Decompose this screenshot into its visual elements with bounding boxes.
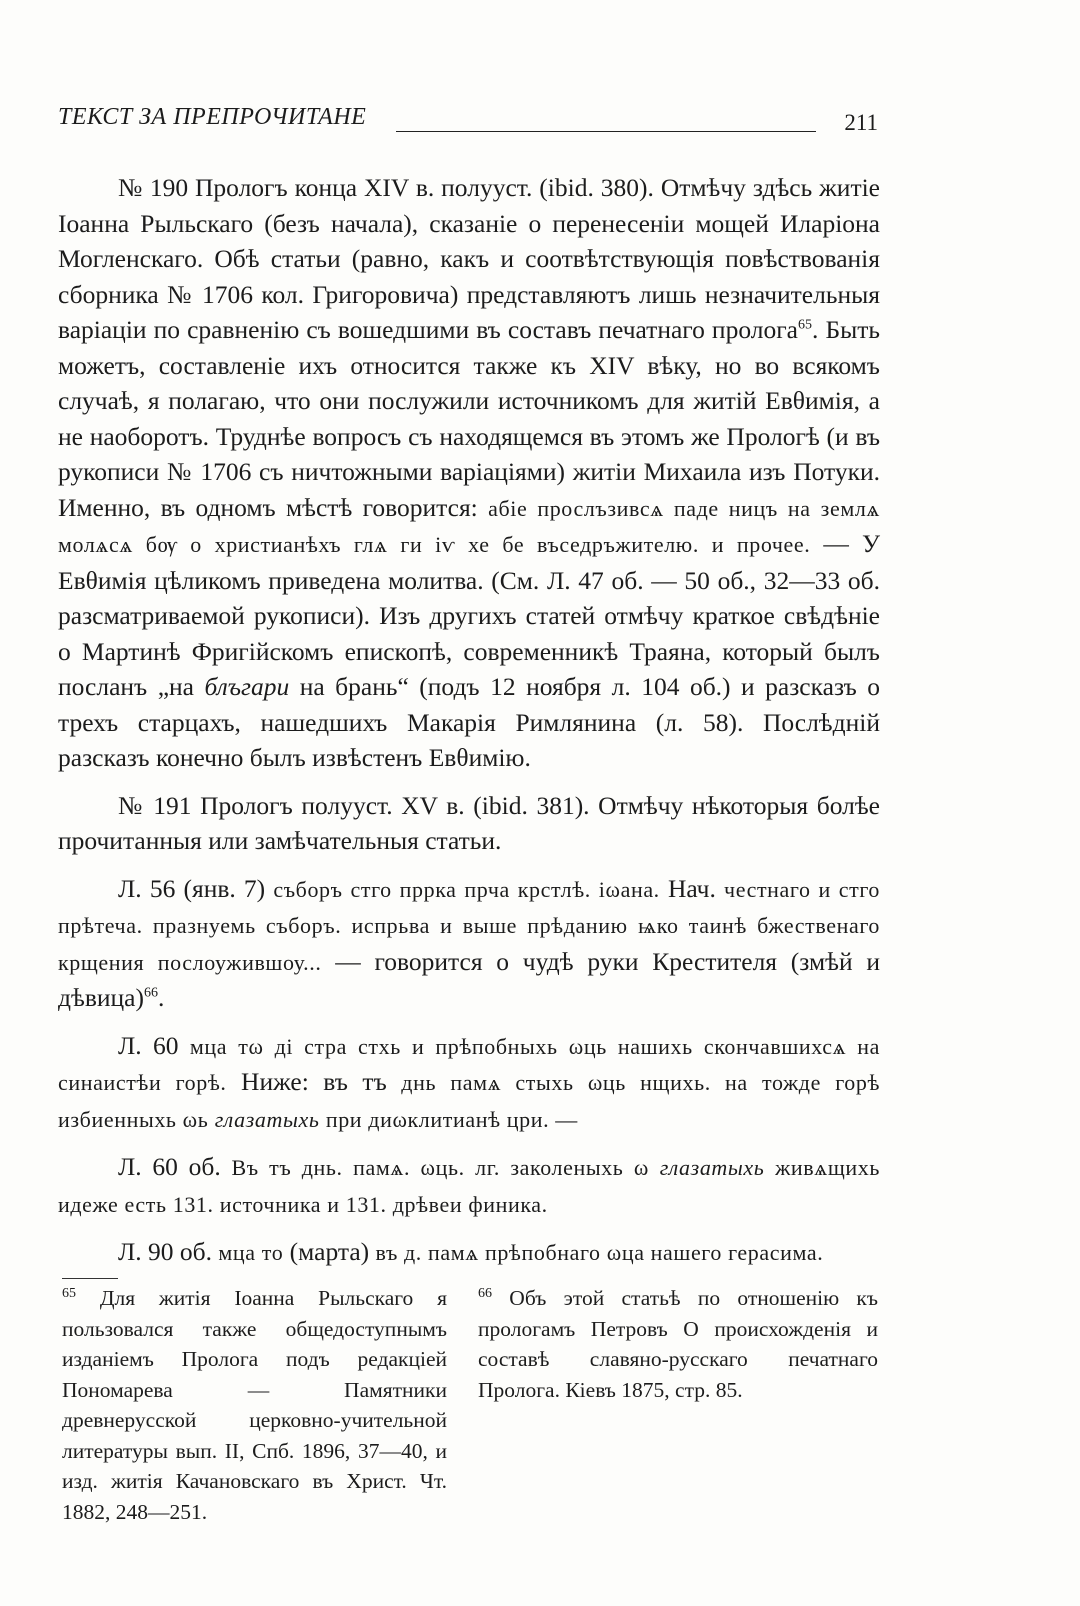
slavonic-quote: днь памѧ стыхь ωць нщихь. на тожде горѣ избиенныхь ωь — [58, 1070, 881, 1132]
footnote-column-right — [478, 1283, 878, 1405]
text-run: — говорится о чудѣ руки Крестителя (змѣй и дѣвица) — [58, 946, 881, 1012]
text-run: Ниже: въ тъ — [241, 1067, 387, 1096]
slavonic-quote: Въ тъ днь. памѧ. ωць. лг. заколеныхь ω — [231, 1155, 649, 1180]
leaf-reference: Л. 60 об. — [118, 1152, 221, 1181]
slavonic-quote: мца то — [218, 1240, 284, 1265]
footnote-column-left — [62, 1283, 447, 1527]
text-run: — У Евθимія цѣликомъ приведена молитва. (См. Л. 47 об. — 50 об., 32—33 об. разсматриваемой рукописи). Изъ другихъ статей отмѣчу краткое свѣдѣніе о Мартинѣ Фригійскомъ епископѣ, современникѣ Траяна, который былъ посланъ „на — [58, 529, 881, 701]
slavonic-quote: мца тω ді стра стхь и прѣпобныхь ωць нашихь скончавшихсѧ на синаистѣи горѣ. — [58, 1033, 881, 1095]
paragraph-leaf-56 — [58, 871, 880, 1016]
slavonic-quote: живѧщихь идеже есть 131. источника и 131. дрѣвеи финика. — [58, 1155, 880, 1217]
footnote-rule — [62, 1278, 118, 1279]
paragraph-leaf-60-verso — [58, 1149, 880, 1222]
paragraph-manuscript-190 — [58, 170, 880, 776]
footnote-marker-65: 65 — [62, 1285, 76, 1301]
italic-term: глазатыхь — [659, 1155, 765, 1180]
text-run: на брань“ (подъ 12 ноября л. 104 об.) и разсказъ о трехъ старцахъ, нашедшихъ Макарія Римлянина (л. 58). Послѣдній разсказъ конечно былъ извѣстенъ Евθимію. — [58, 672, 880, 772]
italic-term: блъгари — [204, 672, 290, 701]
text-run: . Быть можетъ, составленіе ихъ относится также къ XIV вѣку, но во всякомъ случаѣ, я полагаю, что они послужили источникомъ для житій Евθимія, а не наоборотъ. Труднѣе вопросъ съ находящемся въ этомъ же Прологѣ (и въ рукописи № 1706 съ ничтожными варіаціями) житіи Михаила изъ Потуки. Именно, въ одномъ мѣстѣ говорится: — [58, 315, 880, 522]
leaf-reference: Л. 56 (янв. 7) — [118, 873, 266, 903]
footnote-66-text: Объ этой статьѣ по отношенію къ прологамъ Петровъ О происхожденія и составѣ славяно-русскаго печатнаго Пролога. Кіевъ 1875, стр. 85. — [478, 1286, 878, 1402]
text-run: № 190 Прологъ конца XIV в. полууст. (ibid. 380). Отмѣчу здѣсь житіе Іоанна Рыльскаго (безъ начала), сказаніе о перенесеніи мощей Иларіона Могленскаго. Обѣ статьи (равно, какъ и соотвѣтствующія повѣствованія сборника № 1706 кол. Григоровича) представляютъ лишь незначительныя варіаціи по сравненію съ вошедшими въ составъ печатнаго пролога — [58, 173, 880, 344]
text-run: (марта) — [289, 1237, 370, 1266]
leaf-reference: Л. 60 — [118, 1030, 179, 1060]
leaf-reference: Л. 90 об. — [118, 1237, 213, 1266]
footnote-ref-66: 66 — [143, 985, 158, 1001]
main-text — [58, 170, 880, 1283]
text-run: Нач. — [667, 873, 716, 903]
paragraph-manuscript-191: № 191 Прологъ полууст. XV в. (ibid. 381). Отмѣчу нѣкоторыя болѣе прочитанныя или замѣчательныя статьи. — [58, 790, 880, 855]
slavonic-quote: въ д. памѧ прѣпобнаго ωца нашего герасима. — [375, 1240, 824, 1265]
running-head — [58, 104, 878, 140]
footnote-marker-66: 66 — [478, 1285, 492, 1301]
slavonic-quote: абіе прослъзивсѧ паде ницъ на землѧ молѧсѧ бѹ о христианѣхъ глѧ ги іѵ хе бе въседръжителю. и прочее. — [58, 495, 880, 557]
header-rule — [396, 131, 816, 132]
footnote-ref-65: 65 — [798, 317, 812, 333]
slavonic-quote: при диωклитианѣ цри. — — [325, 1106, 578, 1132]
footnote-65-text: Для житія Іоанна Рыльскаго я пользовался также общедоступнымъ изданіемъ Пролога подъ редакціей Пономарева — Памятники древнерусской церковно-учительной литературы вып. II, Спб. 1896, 37—40, и изд. житія Качановскаго въ Христ. Чт. 1882, 248—251. — [62, 1286, 447, 1524]
paragraph-leaf-90-verso — [58, 1234, 880, 1271]
running-title: ТЕКСТ ЗА ПРЕПРОЧИТАНЕ — [58, 104, 367, 130]
slavonic-quote: честнаго и стго прѣтеча. празнуемь съборъ. испрьва и выше прѣданию ѩко таинѣ бжественаго крщения послоужившоу... — [58, 876, 880, 975]
text-run: . — [157, 983, 165, 1012]
paragraph-leaf-60 — [58, 1028, 880, 1138]
italic-term: глазатыхь — [214, 1106, 320, 1132]
slavonic-quote: съборъ стго пррка прча крстлѣ. іωана. — [273, 876, 660, 902]
page-number: 211 — [844, 110, 878, 135]
